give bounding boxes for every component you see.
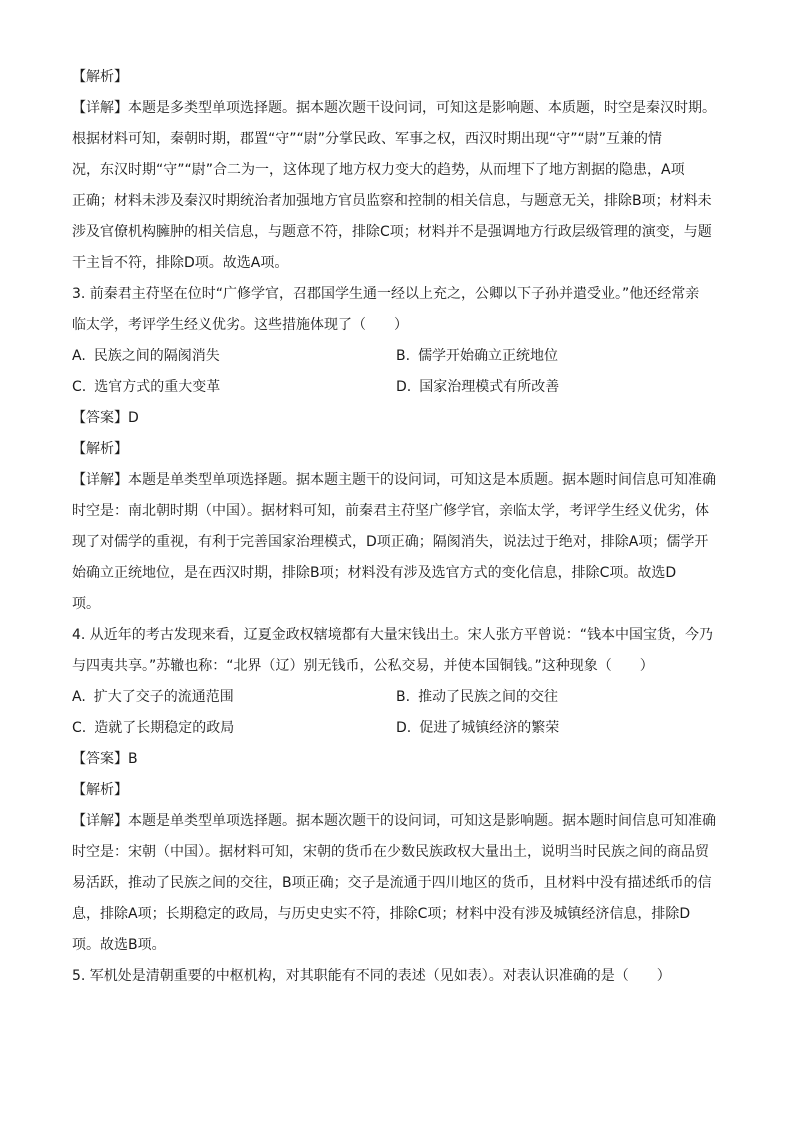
answer-option [72, 713, 396, 744]
paragraph [72, 620, 728, 682]
option-letter: B. [396, 348, 411, 364]
text-line: 与四夷共享。”苏辙也称：“北界（辽）别无钱币，公私交易，并使本国铜钱。”这种现象（ ） [72, 658, 654, 674]
text-line: 现了对儒学的重视，有利于完善国家治理模式，D项正确；隔阂消失，说法过于绝对，排除A项；儒学开 [72, 534, 709, 550]
answer-option [72, 341, 396, 372]
text-line: 息，排除A项；长期稳定的政局，与历史史实不符，排除C项；材料中没有涉及城镇经济信息，排除D [72, 906, 691, 922]
section-tag: 【解析】 [72, 441, 128, 457]
answer-option [396, 713, 728, 744]
option-text: 选官方式的重大变革 [94, 379, 221, 395]
document-page [72, 62, 728, 992]
answer-option [396, 372, 728, 403]
text-line: 项。故选B项。 [72, 937, 166, 953]
answer-options [72, 341, 728, 403]
text-line: 时空是：南北朝时期（中国）。据材料可知，前秦君主苻坚广修学官，亲临太学，考评学生经义优劣，体 [72, 503, 709, 519]
text-line: 正确；材料未涉及秦汉时期统治者加强地方官员监察和控制的相关信息，与题意无关，排除B项；材料未 [72, 193, 712, 209]
answer-option [396, 341, 728, 372]
answer-options [72, 682, 728, 744]
option-text: 推动了民族之间的交往 [418, 689, 559, 705]
option-letter: D. [396, 720, 412, 736]
text-line: 况，东汉时期“守”“尉”合二为一，这体现了地方权力变大的趋势，从而埋下了地方割据的隐患，A项 [72, 162, 685, 178]
section-tag: 【解析】 [72, 69, 128, 85]
option-text: 民族之间的隔阂消失 [93, 348, 220, 364]
text-line: 涉及官僚机构臃肿的相关信息，与题意不符，排除C项；材料并不是强调地方行政层级管理的演变，与题 [72, 224, 712, 240]
option-text: 促进了城镇经济的繁荣 [419, 720, 560, 736]
section-tag: 【答案】D [72, 410, 139, 426]
answer-option [72, 682, 396, 713]
option-text: 扩大了交子的流通范围 [93, 689, 234, 705]
option-text: 造就了长期稳定的政局 [94, 720, 235, 736]
option-letter: B. [396, 689, 411, 705]
section-tag: 【解析】 [72, 782, 128, 798]
option-letter: A. [72, 689, 86, 705]
text-line: 根据材料可知，秦朝时期，郡置“守”“尉”分掌民政、军事之权，西汉时期出现“守”“尉”互兼的情 [72, 131, 663, 147]
text-line: 始确立正统地位，是在西汉时期，排除B项；材料没有涉及选官方式的变化信息，排除C项。故选D [72, 565, 677, 581]
paragraph [72, 279, 728, 341]
text-line: 3. 前秦君主苻坚在位时“广修学官，召郡国学生通一经以上充之，公卿以下子孙并遣受业。”他还经常亲 [72, 286, 700, 302]
option-text: 儒学开始确立正统地位 [418, 348, 559, 364]
option-letter: D. [396, 379, 412, 395]
paragraph [72, 93, 728, 279]
answer-option [396, 682, 728, 713]
paragraph [72, 465, 728, 620]
option-text: 国家治理模式有所改善 [419, 379, 560, 395]
text-line: 【详解】本题是单类型单项选择题。据本题主题干的设问词，可知这是本质题。据本题时间信息可知准确 [72, 472, 716, 488]
text-line: 项。 [72, 596, 100, 612]
option-letter: C. [72, 720, 87, 736]
answer-option [72, 372, 396, 403]
text-line: 易活跃，推动了民族之间的交往，B项正确；交子是流通于四川地区的货币，且材料中没有描述纸币的信 [72, 875, 712, 891]
option-letter: C. [72, 379, 87, 395]
paragraph [72, 961, 728, 992]
text-line: 【详解】本题是单类型单项选择题。据本题次题干的设问词，可知这是影响题。据本题时间信息可知准确 [72, 813, 716, 829]
text-line: 时空是：宋朝（中国）。据材料可知，宋朝的货币在少数民族政权大量出土，说明当时民族之间的商品贸 [72, 844, 709, 860]
text-line: 5. 军机处是清朝重要的中枢机构，对其职能有不同的表述（见如表）。对表认识准确的是（ ） [72, 968, 671, 984]
text-line: 【详解】本题是多类型单项选择题。据本题次题干设问词，可知这是影响题、本质题，时空是秦汉时期。 [72, 100, 716, 116]
paragraph [72, 806, 728, 961]
text-line: 临太学，考评学生经义优劣。这些措施体现了（ ） [72, 317, 408, 333]
option-letter: A. [72, 348, 86, 364]
text-line: 干主旨不符，排除D项。故选A项。 [72, 255, 289, 271]
text-line: 4. 从近年的考古发现来看，辽夏金政权辖境都有大量宋钱出土。宋人张方平曾说：“钱本中国宝货，今乃 [72, 627, 714, 643]
section-tag: 【答案】B [72, 751, 138, 767]
